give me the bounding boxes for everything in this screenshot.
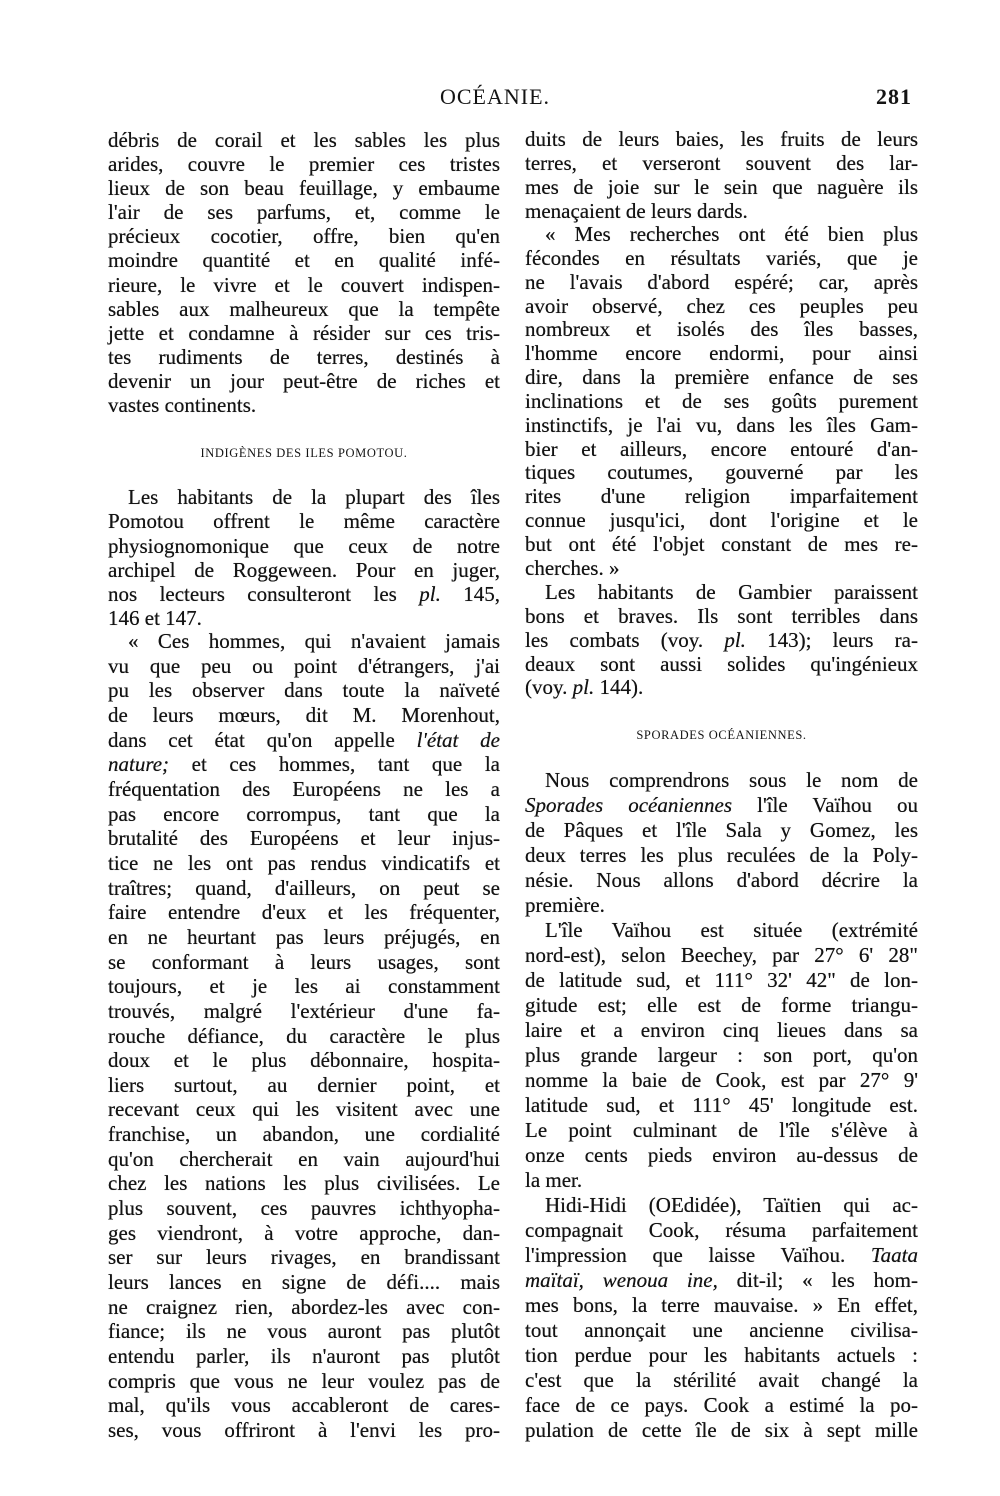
text-line: 146 et 147. [108,606,202,631]
text-line: ses, vous offriront à l'envi les pro- [108,1418,500,1442]
italic-text: l'état de [416,727,500,752]
text-line: se conformant à leurs usages, sont [108,949,500,974]
text-line: première. [525,893,605,917]
text-line: deaux sont aussi solides qu'ingénieux [525,651,918,676]
text-line: liers surtout, au dernier point, et [108,1072,500,1097]
italic-text: pl. [724,627,746,652]
text-line: dire, dans la première enfance de ses [525,365,918,390]
text-line: l'air de ses parfums, et, comme le [108,200,500,225]
text-line: nombreux et isolés des îles basses, [525,317,918,342]
italic-text: pl. [572,675,595,700]
text-line: doux et le plus débonnaire, hospita- [108,1048,500,1073]
text-line: rites d'une religion imparfaitement [525,484,918,509]
text-line: cherches. » [525,555,620,580]
italic-text: nature; [108,752,170,777]
text-line: bier et ailleurs, encore entouré d'an- [525,436,918,461]
text-line: l'homme encore endormi, pour ainsi [525,341,918,366]
text-line: brutalité des Européens et leur injus- [108,826,500,851]
text-line: pu les observer dans toute la naïveté [108,678,500,703]
text-line: but ont été l'objet constant de mes re- [525,531,918,556]
text-line: de latitude sud, et 111° 32' 42" de lon- [525,968,918,992]
text-line: ges viendront, à votre approche, dan- [108,1220,500,1245]
text-line: débris de corail et les sables les plus [108,128,500,152]
text-line: mes bons, la terre mauvaise. » En effet, [525,1293,918,1317]
italic-text: Sporades océaniennes [525,793,733,817]
text-line: mes de joie sur le sein que naguère ils [525,174,918,199]
section-heading: INDIGÈNES DES ILES POMOTOU. [200,446,408,460]
text-line: de Pâques et l'île Sala y Gomez, les [525,818,918,842]
text-line: Les habitants de Gambier paraissent [545,580,918,604]
text-line: chez les nations les plus civilisées. Le [108,1171,500,1196]
text-line [108,582,500,606]
italic-text: Taata [870,1243,918,1267]
text-line: fécondes en résultats variés, que je [525,245,918,270]
text-line: rieure, le vivre et le couvert indispen- [108,272,500,297]
text-line: archipel de Roggeween. Pour en juger, [108,557,500,582]
text-line: entendu parler, ils n'auront pas plutôt [108,1344,500,1369]
text-line: avoir observé, chez ces peuples peu [525,293,918,318]
text-line: plus souvent, ces pauvres ichthyopha- [108,1196,500,1221]
text-line: compagnait Cook, résuma parfaitement [525,1218,918,1242]
text-line [525,1268,918,1293]
text-line: devenir un jour peut-être de riches et [108,368,500,393]
text-line: vu que peu ou point d'étrangers, j'ai [108,653,500,678]
text-line [108,728,500,753]
text-line: recevant ceux qui les visitent avec une [108,1097,500,1122]
text-segment: et ces hommes, tant que la [169,752,500,777]
text-line: fréquentation des Européens ne les a [108,776,500,801]
text-line: inclinations et de ses goûts purement [525,388,918,413]
text-line: Nous comprendrons sous le nom de [545,768,918,792]
paragraph [525,581,918,700]
text-line: connue jusqu'ici, dont l'origine et le [525,508,918,533]
text-segment: dit-il; « les hom- [717,1268,918,1292]
text-line: Pomotou offrent le même caractère [108,509,500,534]
text-line: nésie. Nous allons d'abord décrire la [525,868,918,892]
text-line: moindre quantité et en qualité infé- [108,248,500,273]
text-line: laire et a environ cinq lieues dans sa [525,1018,918,1042]
text-line: c'est que la stérilité avait changé la [525,1368,918,1392]
text-segment: nos lecteurs consulteront les [108,582,420,607]
text-line: en ne heurtant pas leurs préjugés, en [108,924,500,949]
text-line: instinctifs, je l'ai vu, dans les îles Gam- [525,412,918,437]
text-line: rouche défiance, du caractère le plus [108,1023,500,1048]
text-line: toujours, et je les ai constamment [108,974,500,999]
text-segment: 143); leurs ra- [745,627,918,652]
text-line: tes rudiments de terres, destinés à [108,344,500,369]
paragraph [525,918,918,1193]
text-line: arides, couvre le premier ces tristes [108,152,500,177]
text-line: sables aux malheureux que la tempête [108,296,500,321]
paragraph [525,223,918,581]
paragraph [525,768,918,918]
text-line: gitude est; elle est de forme triangu- [525,993,918,1017]
paragraph [108,128,500,417]
paragraph [108,485,500,631]
text-line: terres, et verseront souvent des lar- [525,150,918,175]
text-line: faire entendre d'eux et les fréquenter, [108,900,500,925]
text-segment: dans cet état qu'on appelle [108,727,417,752]
text-line: Hidi-Hidi (OEdidée), Taïtien qui ac- [545,1193,918,1217]
italic-text: pl. [419,582,441,607]
text-line: « Ces hommes, qui n'avaient jamais [128,629,500,653]
text-line [525,793,918,818]
section-heading: SPORADES OCÉANIENNES. [636,728,807,742]
text-line: face de ce pays. Cook a estimé la po- [525,1393,918,1417]
text-line: vastes continents. [108,393,257,418]
text-line [525,629,918,653]
text-line: lieux de son beau feuillage, y embaume [108,176,500,201]
text-line: duits de leurs baies, les fruits de leurs [525,127,918,151]
text-line: tice ne les ont pas rendus vindicatifs et [108,850,500,875]
text-line: plus grande largeur : son port, qu'on [525,1043,918,1067]
running-head-title: OCÉANIE. [440,84,551,109]
text-segment: 145, [440,582,501,607]
text-line: latitude sud, et 111° 45' longitude est. [525,1093,918,1117]
italic-text: maïtaï, wenoua ine, [525,1268,718,1292]
text-line: jette et condamne à résider sur ces tris- [108,320,500,345]
text-line: physiognomonique que ceux de notre [108,533,500,558]
text-line: compris que vous ne leur voulez pas de [108,1368,500,1393]
text-line: ne craignez rien, abordez-les avec con- [108,1294,500,1319]
text-segment: 144). [594,675,644,700]
text-line: nomme la baie de Cook, est par 27° 9' [525,1068,918,1092]
text-line [108,752,500,777]
text-line: leurs lances en signe de défi.... mais [108,1270,500,1295]
text-line: L'île Vaïhou est située (extrémité [545,918,918,942]
text-line: Les habitants de la plupart des îles [128,485,500,509]
text-line [525,1243,918,1268]
text-segment: (voy. [525,675,573,700]
paragraph [525,128,918,223]
text-line: pulation de cette île de six à sept mille [525,1418,918,1442]
text-line: tiques coutumes, gouverné par les [525,460,918,485]
text-line: fiance; ils ne vous auront pas plutôt [108,1319,500,1344]
text-line: tion perdue pour les habitants actuels : [525,1343,918,1367]
text-line: menaçaient de leurs dards. [525,198,748,223]
text-segment: les combats (voy. [525,627,725,652]
text-line: trouvés, malgré l'extérieur d'une fa- [108,998,500,1023]
text-line: traîtres; quand, d'ailleurs, on peut se [108,875,500,900]
text-line: tout annonçait une ancienne civilisa- [525,1318,918,1342]
text-line: deux terres les plus reculées de la Poly- [525,843,918,867]
text-line: franchise, un abandon, une cordialité [108,1122,500,1147]
paragraph [108,629,500,1443]
text-line: nord-est), selon Beechey, par 27° 6' 28" [525,943,918,967]
text-line: de leurs mœurs, dit M. Morenhout, [108,702,500,727]
text-line: ser sur leurs rivages, en brandissant [108,1245,500,1270]
text-line: Le point culminant de l'île s'élève à [525,1118,918,1142]
text-segment: l'île Vaïhou ou [732,793,918,817]
text-line: bons et braves. Ils sont terribles dans [525,603,918,628]
text-line: « Mes recherches ont été bien plus [545,222,918,246]
text-line [525,676,918,700]
text-line: précieux cocotier, offre, bien qu'en [108,224,500,249]
text-segment: l'impression que laisse Vaïhou. [525,1243,871,1267]
page-number: 281 [876,84,912,109]
text-line: la mer. [525,1168,583,1192]
text-line: mal, qu'ils vous accableront de cares- [108,1393,500,1418]
paragraph [525,1193,918,1443]
text-line: ne l'avais d'abord espéré; car, après [525,269,918,294]
text-line: qu'on chercherait en vain aujourd'hui [108,1146,500,1171]
text-line: onze cents pieds environ au-dessus de [525,1143,918,1167]
text-line: pas encore corrompus, tant que la [108,801,500,826]
